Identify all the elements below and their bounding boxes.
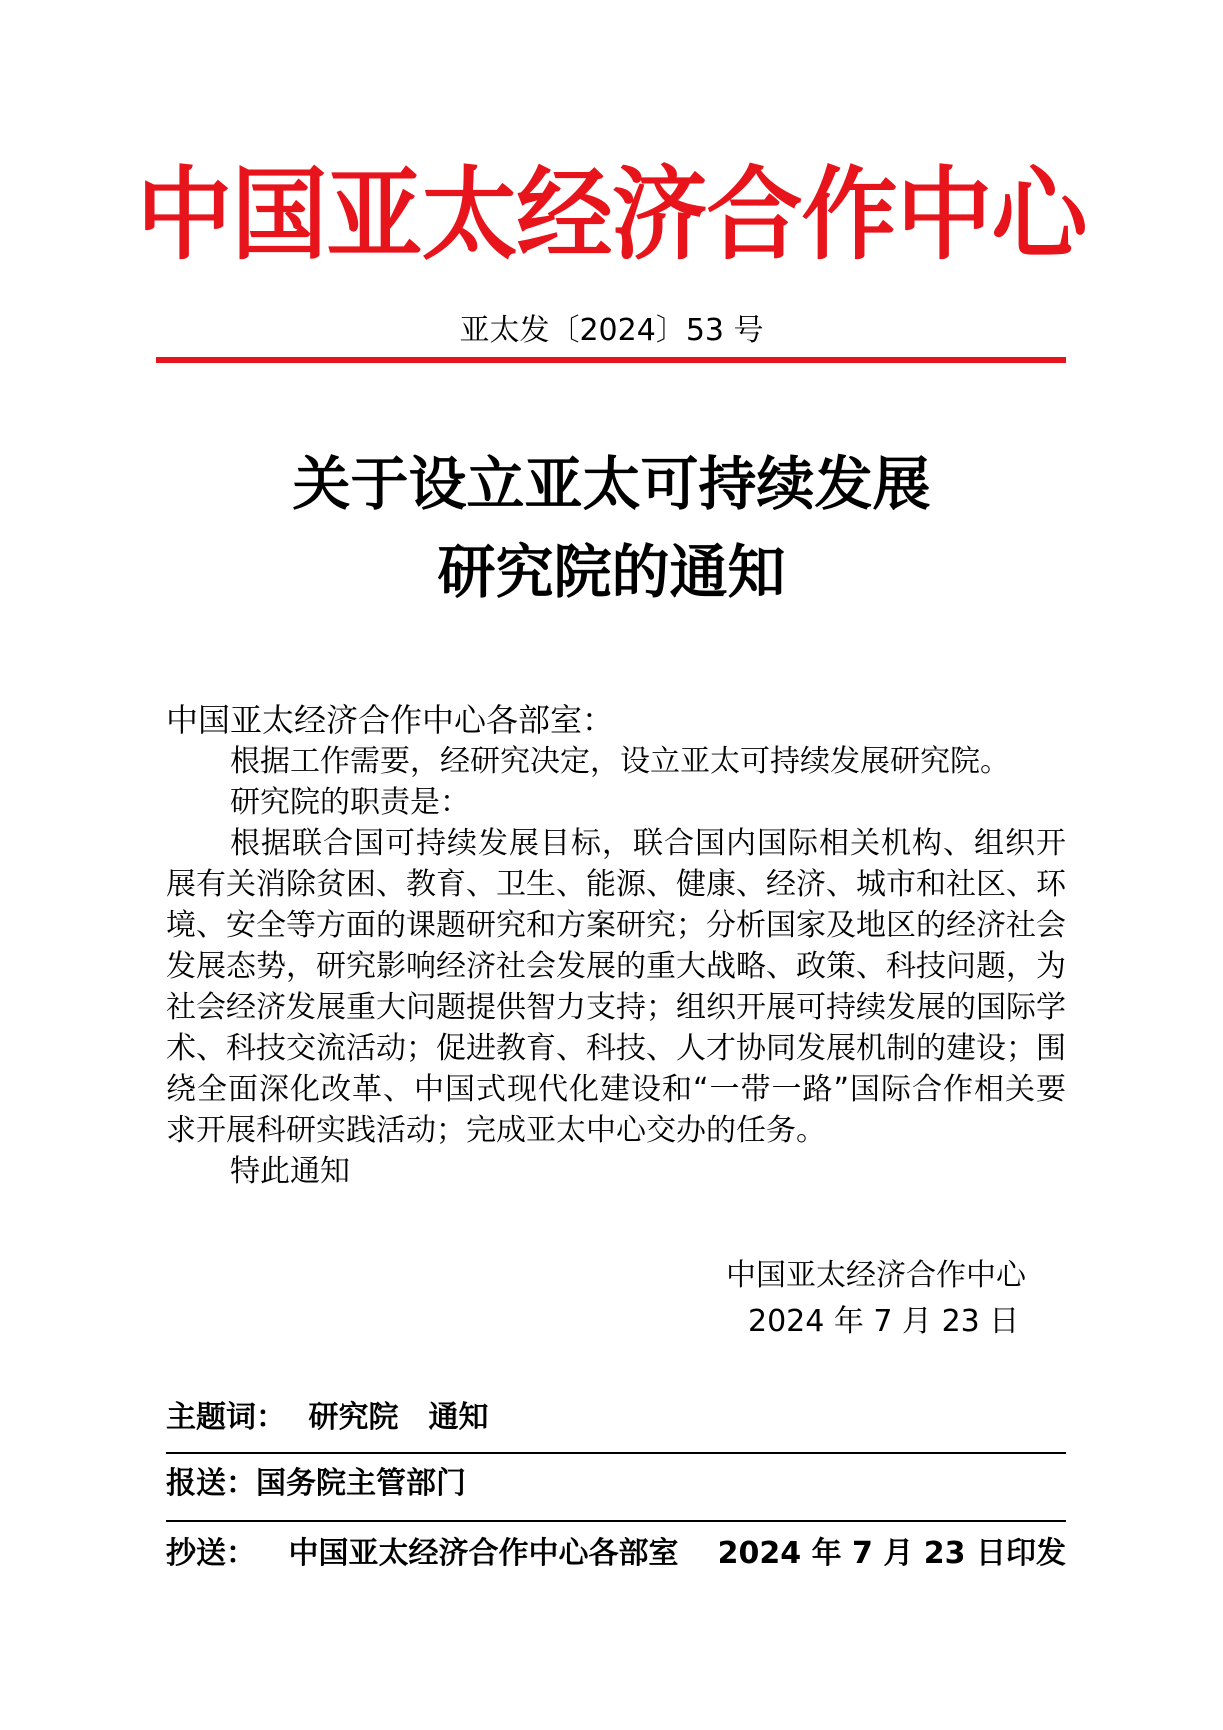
footer-rule-2 <box>166 1520 1066 1522</box>
signature-org: 中国亚太经济合作中心 <box>726 1258 1026 1293</box>
cc-row <box>166 1534 1066 1574</box>
cc-label: 抄送： <box>166 1536 256 1571</box>
paragraph-duties-intro: 研究院的职责是： <box>230 785 470 820</box>
paragraph-duties: 根据联合国可持续发展目标，联合国内国际相关机构、组织开展有关消除贫困、教育、卫生、能源、健康、经济、城市和社区、环境、安全等方面的课题研究和方案研究；分析国家及地区的经济社会发展态势，研究影响经济社会发展的重大战略、政策、科技问题，为社会经济发展重大问题提供智力支持；组织开展可持续发展的国际学术、科技交流活动；促进教育、科技、人才协同发展机制的建设；围绕全面深化改革、中国式现代化建设和“一带一路”国际合作相关要求开展科研实践活动；完成亚太中心交办的任务。 <box>166 826 1066 1148</box>
keywords-row <box>166 1398 1066 1438</box>
signature-date: 2024 年 7 月 23 日 <box>748 1304 1020 1339</box>
notice-title-line-1: 关于设立亚太可持续发展 <box>292 450 931 518</box>
keywords-label: 主题词： <box>166 1400 286 1435</box>
report-value: 国务院主管部门 <box>256 1466 466 1501</box>
salutation: 中国亚太经济合作中心各部室： <box>166 701 615 739</box>
report-label: 报送： <box>166 1466 256 1501</box>
red-divider <box>156 357 1066 363</box>
cc-value: 中国亚太经济合作中心各部室 <box>288 1536 679 1571</box>
footer-rule-1 <box>166 1452 1066 1454</box>
signature-block <box>726 1253 1066 1345</box>
notice-title-line-2: 研究院的通知 <box>437 538 786 606</box>
paragraph-decision: 根据工作需要，经研究决定，设立亚太可持续发展研究院。 <box>230 744 1010 779</box>
report-row <box>166 1464 1066 1504</box>
keywords-value: 研究院 通知 <box>308 1400 489 1435</box>
document-number: 亚太发〔2024〕53 号 <box>459 313 764 348</box>
notice-body <box>166 700 1066 1192</box>
issue-date: 2024 年 7 月 23 日印发 <box>717 1536 1066 1571</box>
paragraph-closing: 特此通知 <box>230 1154 350 1189</box>
org-title: 中国亚太经济合作中心 <box>136 156 1087 274</box>
